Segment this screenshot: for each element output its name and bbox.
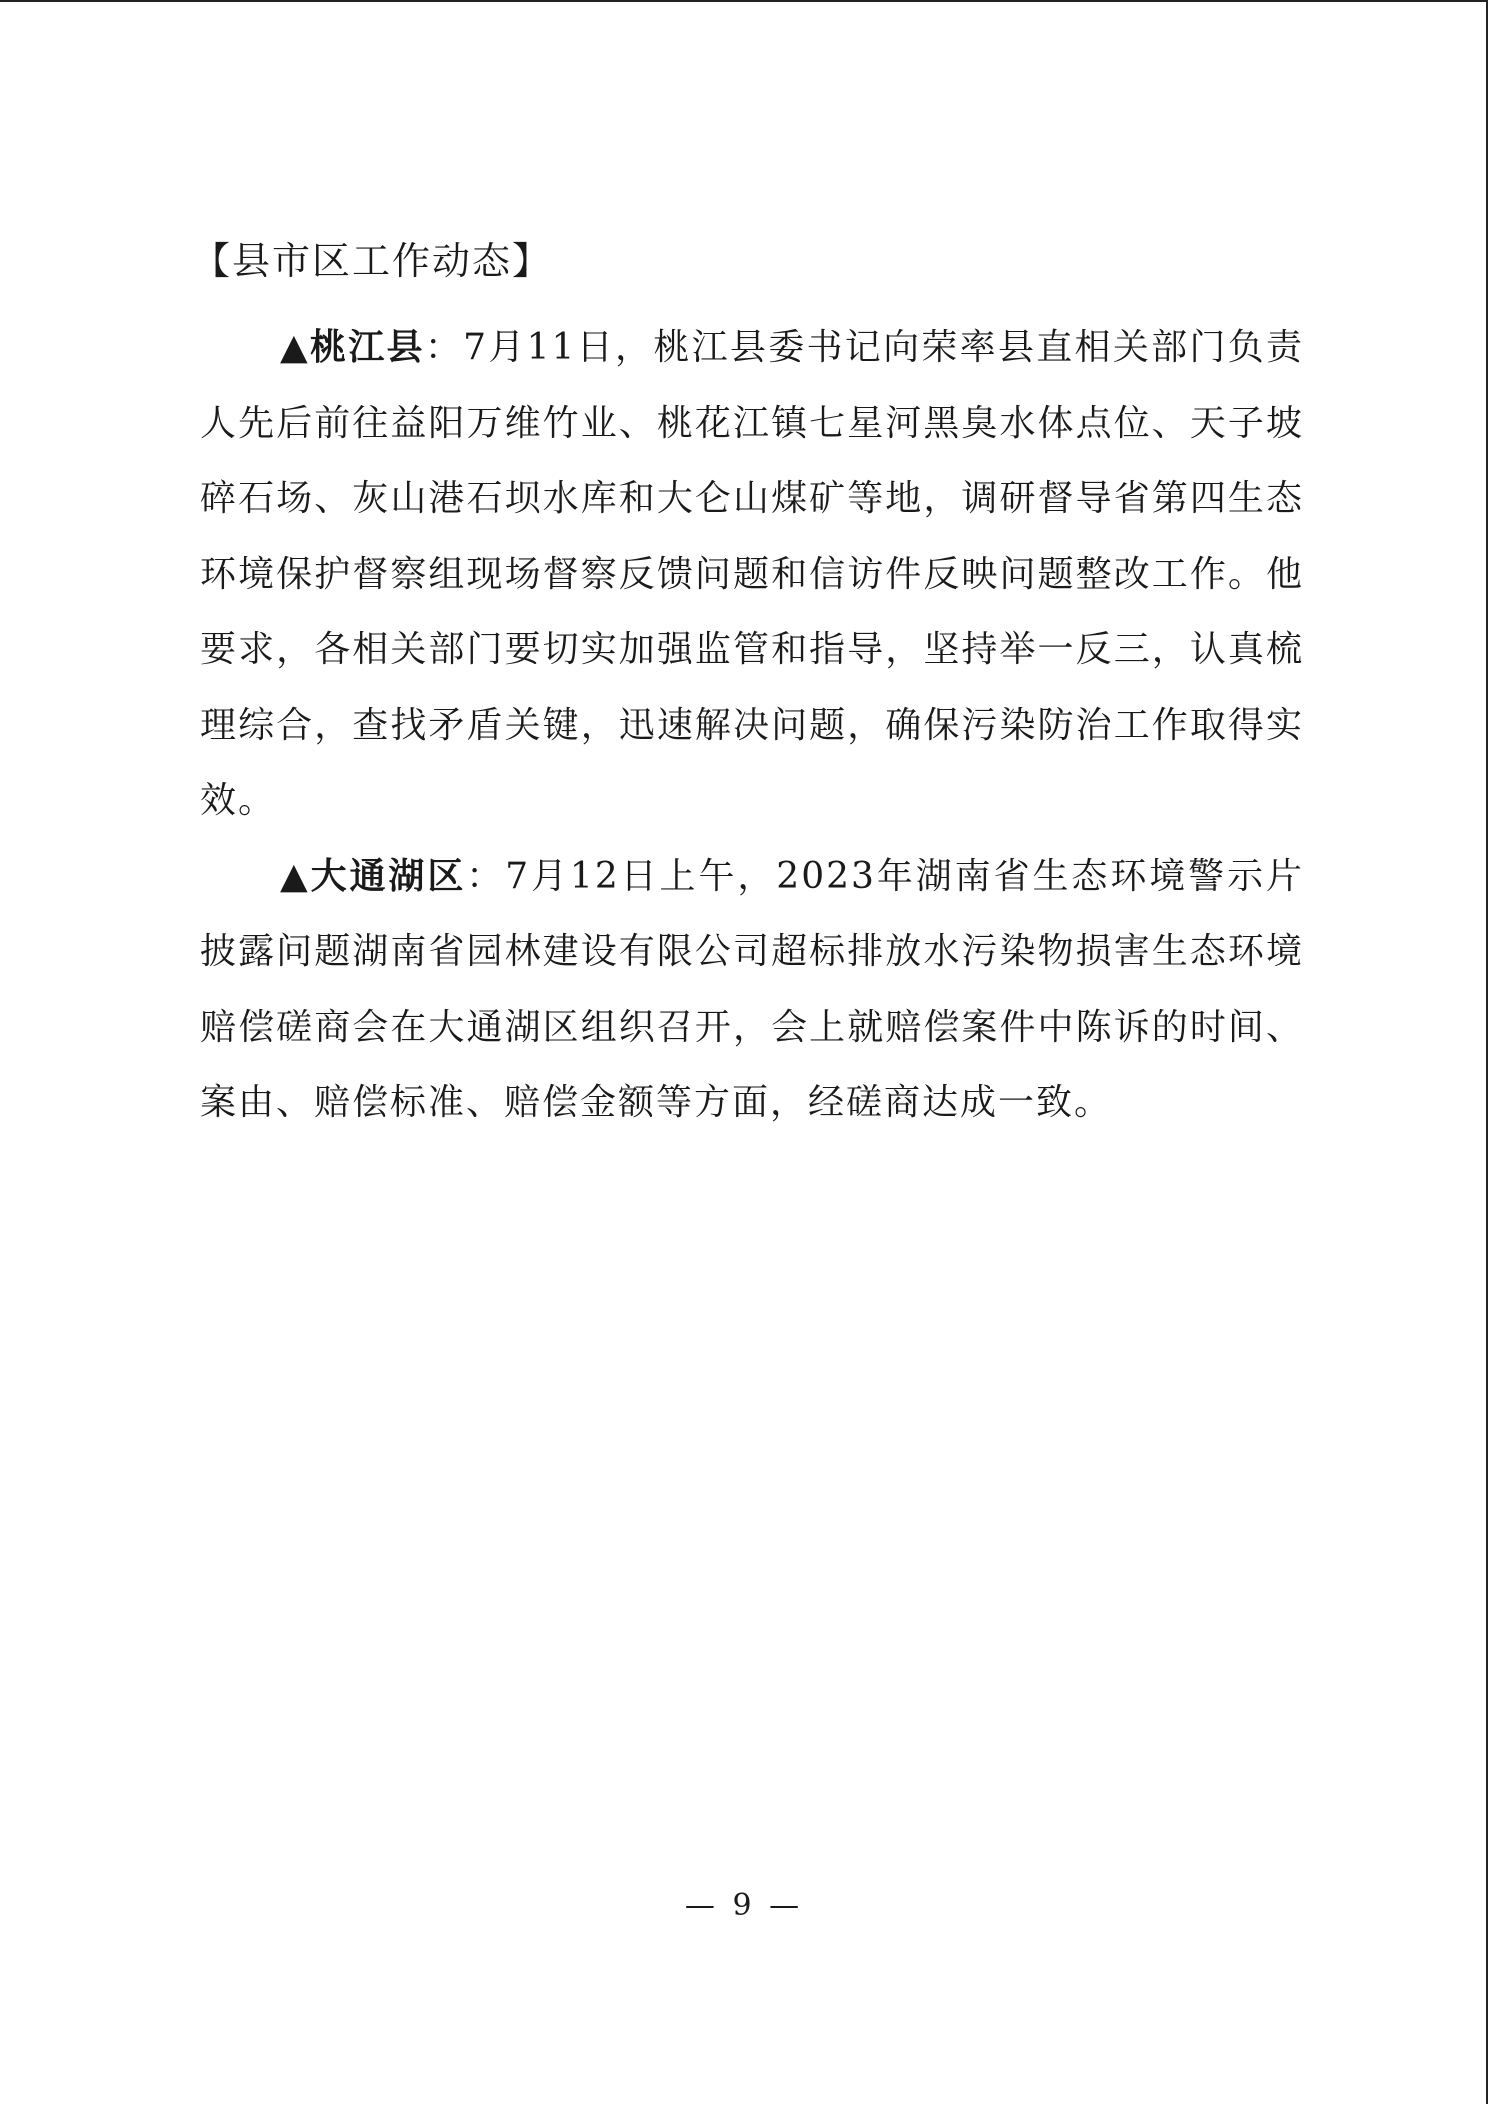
document-body — [192, 232, 1304, 1141]
item-lead-taojiang: ▲桃江县 — [280, 327, 425, 368]
item-lead-datonghu: ▲大通湖区 — [280, 855, 467, 897]
news-item-datonghu — [200, 839, 1304, 1141]
item-separator: ： — [424, 327, 464, 368]
section-heading: 【县市区工作动态】 — [192, 239, 553, 283]
item-body-taojiang: 7月11日，桃江县委书记向荣率县直相关部门负责人先后前往益阳万维竹业、桃花江镇七星河黑臭水体点位、天子坡碎石场、灰山港石坝水库和大仑山煤矿等地，调研督导省第四生态环境保护督察组现场督察反馈问题和信访件反映问题整改工作。他要求，各相关部门要切实加强监管和指导，坚持举一反三，认真梳理综合，查找矛盾关键，迅速解决问题，确保污染防治工作取得实效。 — [200, 327, 1304, 821]
item-separator: ： — [466, 855, 506, 897]
page-number: — 9 — — [684, 1888, 804, 1923]
page-edge-top — [0, 0, 1488, 2]
news-item-taojiang — [200, 310, 1304, 839]
item-body-datonghu: 7月12日上午，2023年湖南省生态环境警示片披露问题湖南省园林建设有限公司超标排放水污染物损害生态环境赔偿磋商会在大通湖区组织召开，会上就赔偿案件中陈诉的时间、案由、赔偿标准、赔偿金额等方面，经磋商达成一致。 — [200, 855, 1304, 1123]
